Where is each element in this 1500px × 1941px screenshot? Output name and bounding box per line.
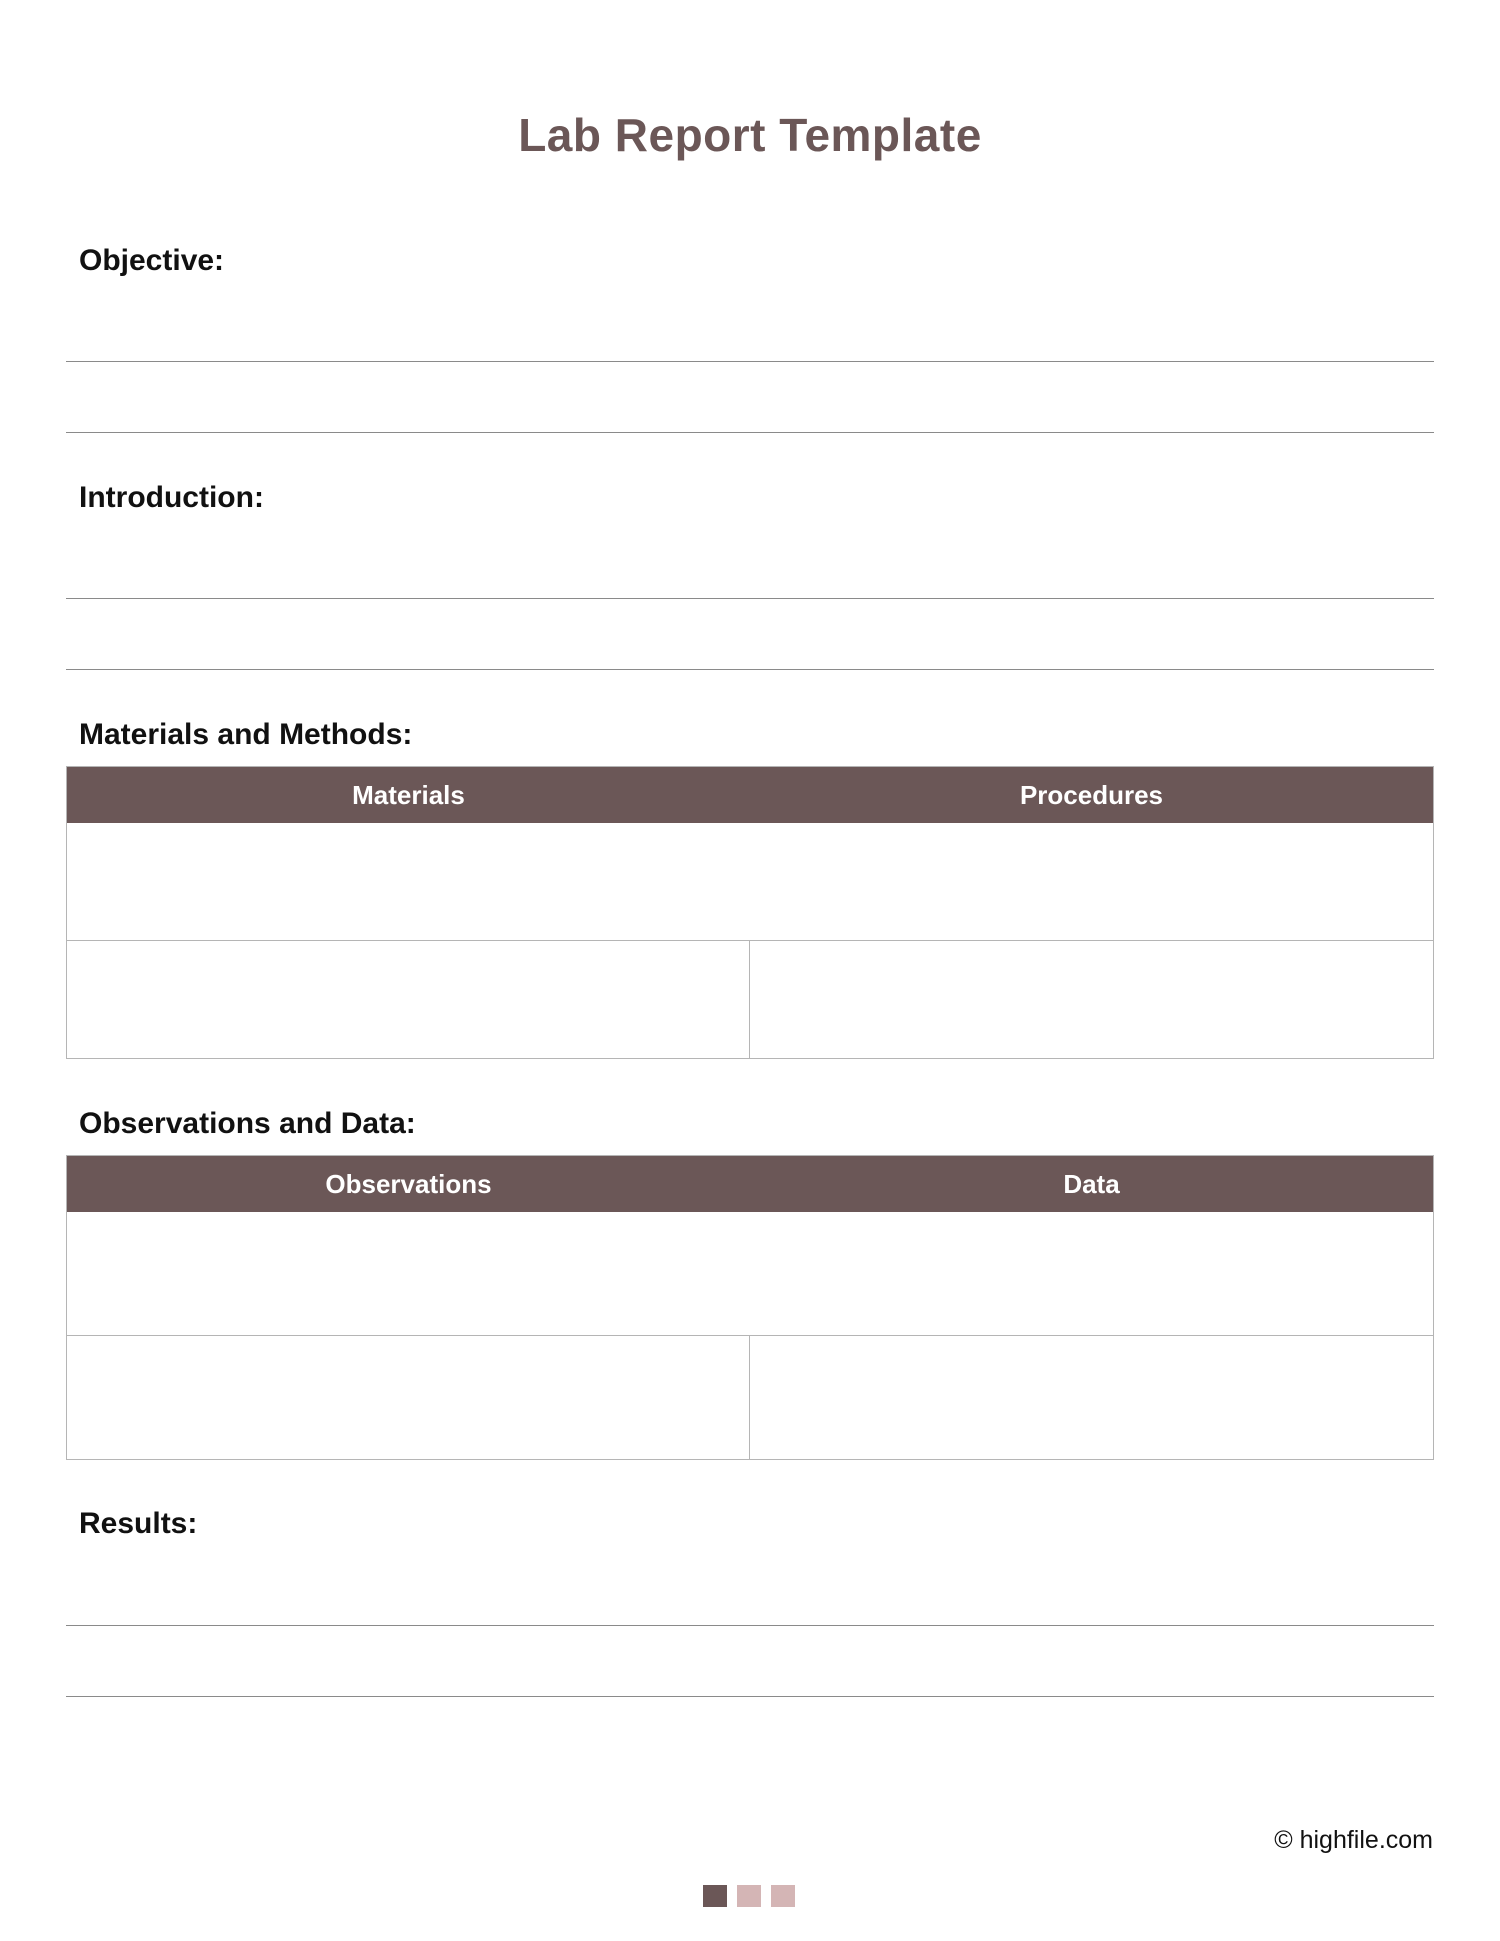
color-swatches (703, 1885, 795, 1907)
swatch-2 (737, 1885, 761, 1907)
objective-line-1[interactable] (66, 361, 1434, 362)
procedures-cell[interactable] (750, 940, 1433, 1058)
results-heading: Results: (79, 1507, 198, 1540)
data-cell[interactable] (750, 1335, 1433, 1459)
page-title: Lab Report Template (518, 109, 982, 161)
swatch-1 (703, 1885, 727, 1907)
materials-methods-heading: Materials and Methods: (79, 718, 413, 751)
materials-methods-table (66, 766, 1434, 1059)
introduction-line-2[interactable] (66, 669, 1434, 670)
materials-column-header: Materials (67, 767, 750, 823)
objective-heading: Objective: (79, 244, 225, 277)
observations-column-header: Observations (67, 1156, 750, 1212)
observations-data-table (66, 1155, 1434, 1460)
procedures-column-header: Procedures (750, 767, 1433, 823)
introduction-heading: Introduction: (79, 481, 264, 514)
introduction-line-1[interactable] (66, 598, 1434, 599)
copyright-text: © highfile.com (1274, 1826, 1433, 1854)
materials-cell[interactable] (67, 940, 750, 1058)
observations-data-heading: Observations and Data: (79, 1107, 416, 1140)
results-line-1[interactable] (66, 1625, 1434, 1626)
results-line-2[interactable] (66, 1696, 1434, 1697)
objective-line-2[interactable] (66, 432, 1434, 433)
observations-cell[interactable] (67, 1335, 750, 1459)
data-column-header: Data (750, 1156, 1433, 1212)
swatch-3 (771, 1885, 795, 1907)
